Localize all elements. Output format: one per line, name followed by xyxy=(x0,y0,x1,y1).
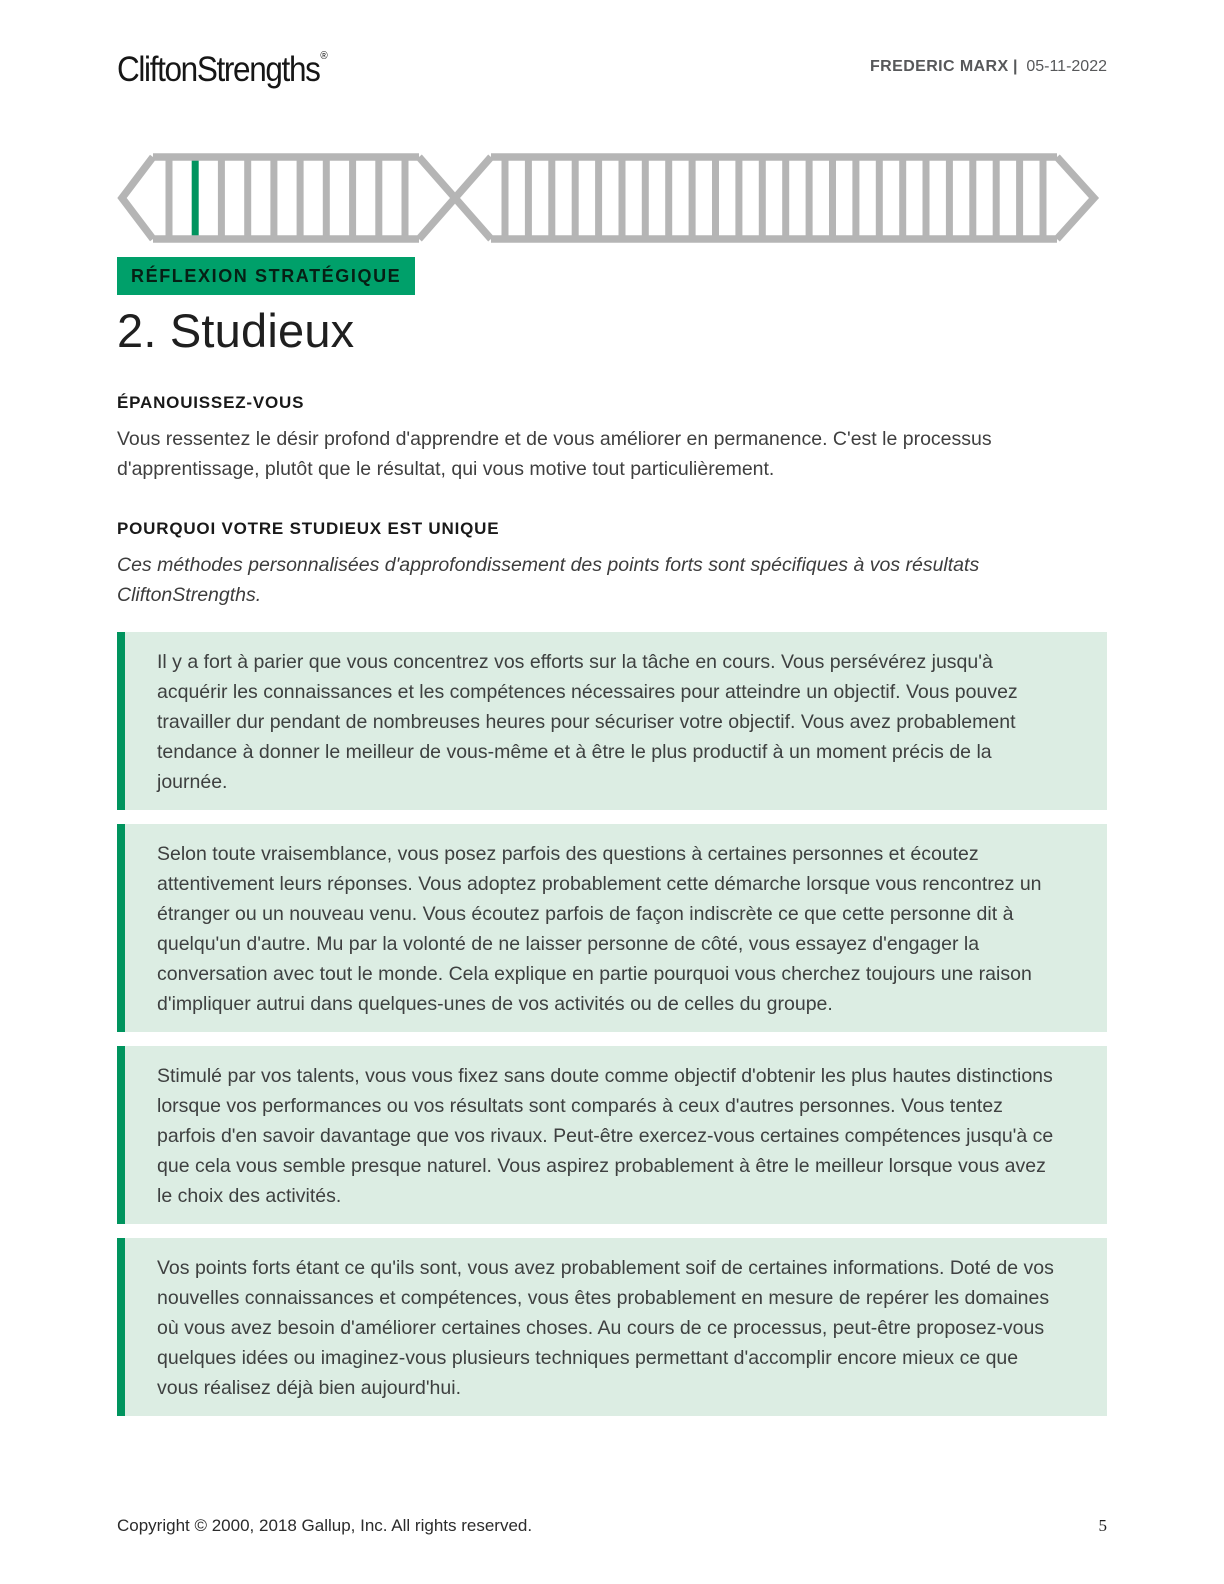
report-date: 05-11-2022 xyxy=(1026,58,1107,75)
insight-box-2-text: Selon toute vraisemblance, vous posez parfois des questions à certaines personnes et écoutez attentivement leurs réponses. Vous adoptez probablement cette démarche lorsque vous rencontrez un étranger ou un nouveau venu. Vous écoutez parfois de façon indiscrète ce que cette personne dit à quelqu'un d'autre. Mu par la volonté de ne laisser personne de côté, vous essayez d'engager la conversation avec tout le monde. Cela explique en partie pourquoi vous cherchez toujours une raison d'impliquer autrui dans quelques-unes de vos activités ou de celles du groupe. xyxy=(157,843,1042,1015)
registered-trademark-mark: ® xyxy=(320,50,328,62)
page-footer xyxy=(117,1516,1107,1536)
section-thrive-body: Vous ressentez le désir profond d'apprendre et de vous améliorer en permanence. C'est le processus d'apprentissage, plutôt que le résultat, qui vous motive tout particulièrement. xyxy=(117,428,992,480)
cliftonstrengths-logo xyxy=(117,50,328,90)
section-why-unique xyxy=(117,519,1107,610)
insight-box-4 xyxy=(117,1238,1107,1416)
section-why-unique-heading: POURQUOI VOTRE STUDIEUX EST UNIQUE xyxy=(117,519,500,538)
page-header xyxy=(117,50,1107,96)
strengths-dna-ribbon xyxy=(117,152,1107,244)
report-meta xyxy=(870,50,1107,76)
domain-badge xyxy=(117,257,415,295)
domain-badge-label: RÉFLEXION STRATÉGIQUE xyxy=(131,266,402,286)
insight-box-3 xyxy=(117,1046,1107,1224)
personalized-insights xyxy=(117,632,1107,1416)
insight-box-1 xyxy=(117,632,1107,810)
section-thrive-heading: ÉPANOUISSEZ-VOUS xyxy=(117,393,305,412)
meta-separator: | xyxy=(1013,58,1018,75)
insight-box-1-text: Il y a fort à parier que vous concentrez vos efforts sur la tâche en cours. Vous persévérez jusqu'à acquérir les connaissances et les compétences nécessaires pour atteindre un objectif. Vous pouvez travailler dur pendant de nombreuses heures pour sécuriser votre objectif. Vous avez probablement tendance à donner le meilleur de vous-même et à être le plus productif à un moment précis de la journée. xyxy=(157,651,1018,793)
insight-box-2 xyxy=(117,824,1107,1032)
section-thrive xyxy=(117,393,1107,484)
report-owner-name: FREDERIC MARX xyxy=(870,58,1009,75)
insight-box-3-text: Stimulé par vos talents, vous vous fixez sans doute comme objectif d'obtenir les plus hautes distinctions lorsque vos performances ou vos résultats sont comparés à ceux d'autres personnes. Vous tentez parfois d'en savoir davantage que vos rivaux. Peut-être exercez-vous certaines compétences jusqu'à ce que cela vous semble presque naturel. Vous aspirez probablement à être le meilleur lorsque vous avez le choix des activités. xyxy=(157,1065,1054,1207)
page-title: 2. Studieux xyxy=(117,304,355,357)
logo-text: CliftonStrengths xyxy=(117,50,320,89)
section-why-unique-body: Ces méthodes personnalisées d'approfondissement des points forts sont spécifiques à vos résultats CliftonStrengths. xyxy=(117,554,980,606)
remaining-strengths-bars xyxy=(502,157,1047,239)
insight-box-4-text: Vos points forts étant ce qu'ils sont, vous avez probablement soif de certaines informations. Doté de vos nouvelles connaissances et compétences, vous êtes probablement en mesure de repérer les domaines où vous avez besoin d'améliorer certaines choses. Au cours de ce processus, peut-être proposez-vous quelques idées ou imaginez-vous plusieurs techniques permettant d'accomplir encore mieux ce que vous réalisez déjà bien aujourd'hui. xyxy=(157,1257,1054,1399)
copyright-notice: Copyright © 2000, 2018 Gallup, Inc. All rights reserved. xyxy=(117,1516,533,1535)
dna-ribbon-graphic xyxy=(117,152,1107,244)
top-ten-strengths-bars xyxy=(166,157,409,239)
page-number: 5 xyxy=(1098,1516,1107,1535)
